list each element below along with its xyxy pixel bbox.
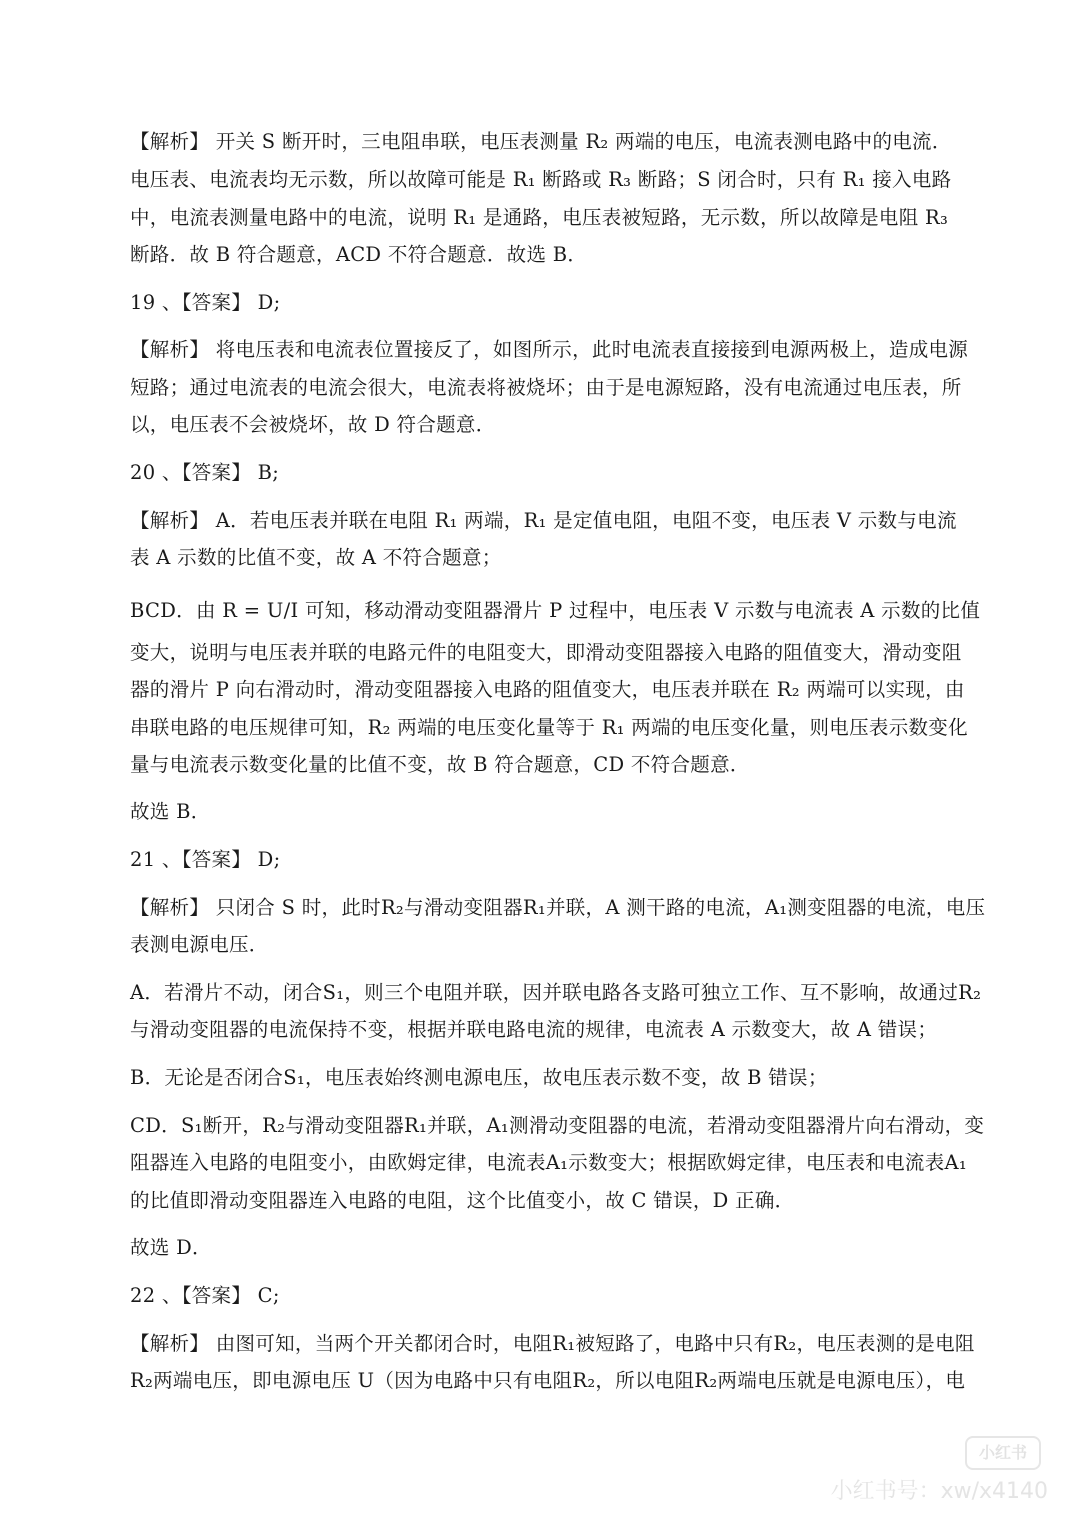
text-line: 断路．故 B 符合题意，ACD 不符合题意．故选 B． bbox=[130, 243, 588, 266]
text-line: 【解析】 开关 S 断开时，三电阻串联，电压表测量 R₂ 两端的电压，电流表测电路中的电流． bbox=[130, 130, 952, 153]
answer-heading-22: 22 、【答案】 C; bbox=[130, 1284, 280, 1307]
text-line: 【解析】 将电压表和电流表位置接反了，如图所示，此时电流表直接接到电源两极上，造成电源 bbox=[130, 338, 969, 361]
text-line: 故选 B． bbox=[130, 800, 211, 823]
watermark-id: 小红书号：xw/x4140 bbox=[830, 1479, 1048, 1504]
text-line: 器的滑片 P 向右滑动时，滑动变阻器接入电路的阻值变大，电压表并联在 R₂ 两端可以实现，由 bbox=[130, 678, 965, 701]
text-line: 故选 D． bbox=[130, 1236, 212, 1259]
text-line: 阻器连入电路的电阻变小，由欧姆定律，电流表A₁示数变大；根据欧姆定律，电压表和电流表A₁ bbox=[130, 1151, 967, 1174]
text-line: 短路；通过电流表的电流会很大，电流表将被烧坏；由于是电源短路，没有电流通过电压表，所 bbox=[130, 376, 962, 399]
answer-heading-20: 20 、【答案】 B; bbox=[130, 461, 280, 484]
text-line: 串联电路的电压规律可知，R₂ 两端的电压变化量等于 R₁ 两端的电压变化量，则电压表示数变化 bbox=[130, 716, 968, 739]
text-line: A．若滑片不动，闭合S₁，则三个电阻并联，因并联电路各支路可独立工作、互不影响，故通过R₂ bbox=[130, 981, 982, 1004]
text-line: 的比值即滑动变阻器连入电路的电阻，这个比值变小，故 C 错误，D 正确． bbox=[130, 1189, 795, 1212]
text-line: 量与电流表示数变化量的比值不变，故 B 符合题意，CD 不符合题意． bbox=[130, 753, 750, 776]
text-line: 表 A 示数的比值不变，故 A 不符合题意； bbox=[130, 546, 502, 569]
text-line: CD．S₁断开，R₂与滑动变阻器R₁并联，A₁测滑动变阻器的电流，若滑动变阻器滑片向右滑动，变 bbox=[130, 1114, 985, 1137]
text-line: 中，电流表测量电路中的电流，说明 R₁ 是通路，电压表被短路，无示数，所以故障是电阻 R₃ bbox=[130, 206, 949, 229]
text-line: 变大，说明与电压表并联的电路元件的电阻变大，即滑动变阻器接入电路的阻值变大，滑动变阻 bbox=[130, 641, 962, 664]
watermark-logo: 小红书 bbox=[965, 1436, 1041, 1470]
answer-heading-21: 21 、【答案】 D; bbox=[130, 848, 281, 871]
text-line: 以，电压表不会被烧坏，故 D 符合题意． bbox=[130, 413, 496, 436]
text-line: 与滑动变阻器的电流保持不变，根据并联电路电流的规律，电流表 A 示数变大，故 A 错误； bbox=[130, 1018, 938, 1041]
text-line: R₂两端电压，即电源电压 U（因为电路中只有电阻R₂，所以电阻R₂两端电压就是电源电压），电 bbox=[130, 1369, 966, 1392]
text-line: 【解析】 A．若电压表并联在电阻 R₁ 两端，R₁ 是定值电阻，电阻不变，电压表 V 示数与电流 bbox=[130, 509, 957, 532]
text-line: 电压表、电流表均无示数，所以故障可能是 R₁ 断路或 R₃ 断路；S 闭合时，只有 R₁ 接入电路 bbox=[130, 168, 952, 191]
answer-heading-19: 19 、【答案】 D; bbox=[130, 291, 281, 314]
text-line: 【解析】 由图可知，当两个开关都闭合时，电阻R₁被短路了，电路中只有R₂，电压表测的是电阻 bbox=[130, 1332, 975, 1355]
text-line: B．无论是否闭合S₁，电压表始终测电源电压，故电压表示数不变，故 B 错误； bbox=[130, 1066, 828, 1089]
text-line: 【解析】 只闭合 S 时，此时R₂与滑动变阻器R₁并联，A 测干路的电流，A₁测变阻器的电流，电压 bbox=[130, 896, 986, 919]
text-line: BCD．由 R = U/I 可知，移动滑动变阻器滑片 P 过程中，电压表 V 示数与电流表 A 示数的比值 bbox=[130, 599, 981, 622]
text-line: 表测电源电压． bbox=[130, 933, 269, 956]
